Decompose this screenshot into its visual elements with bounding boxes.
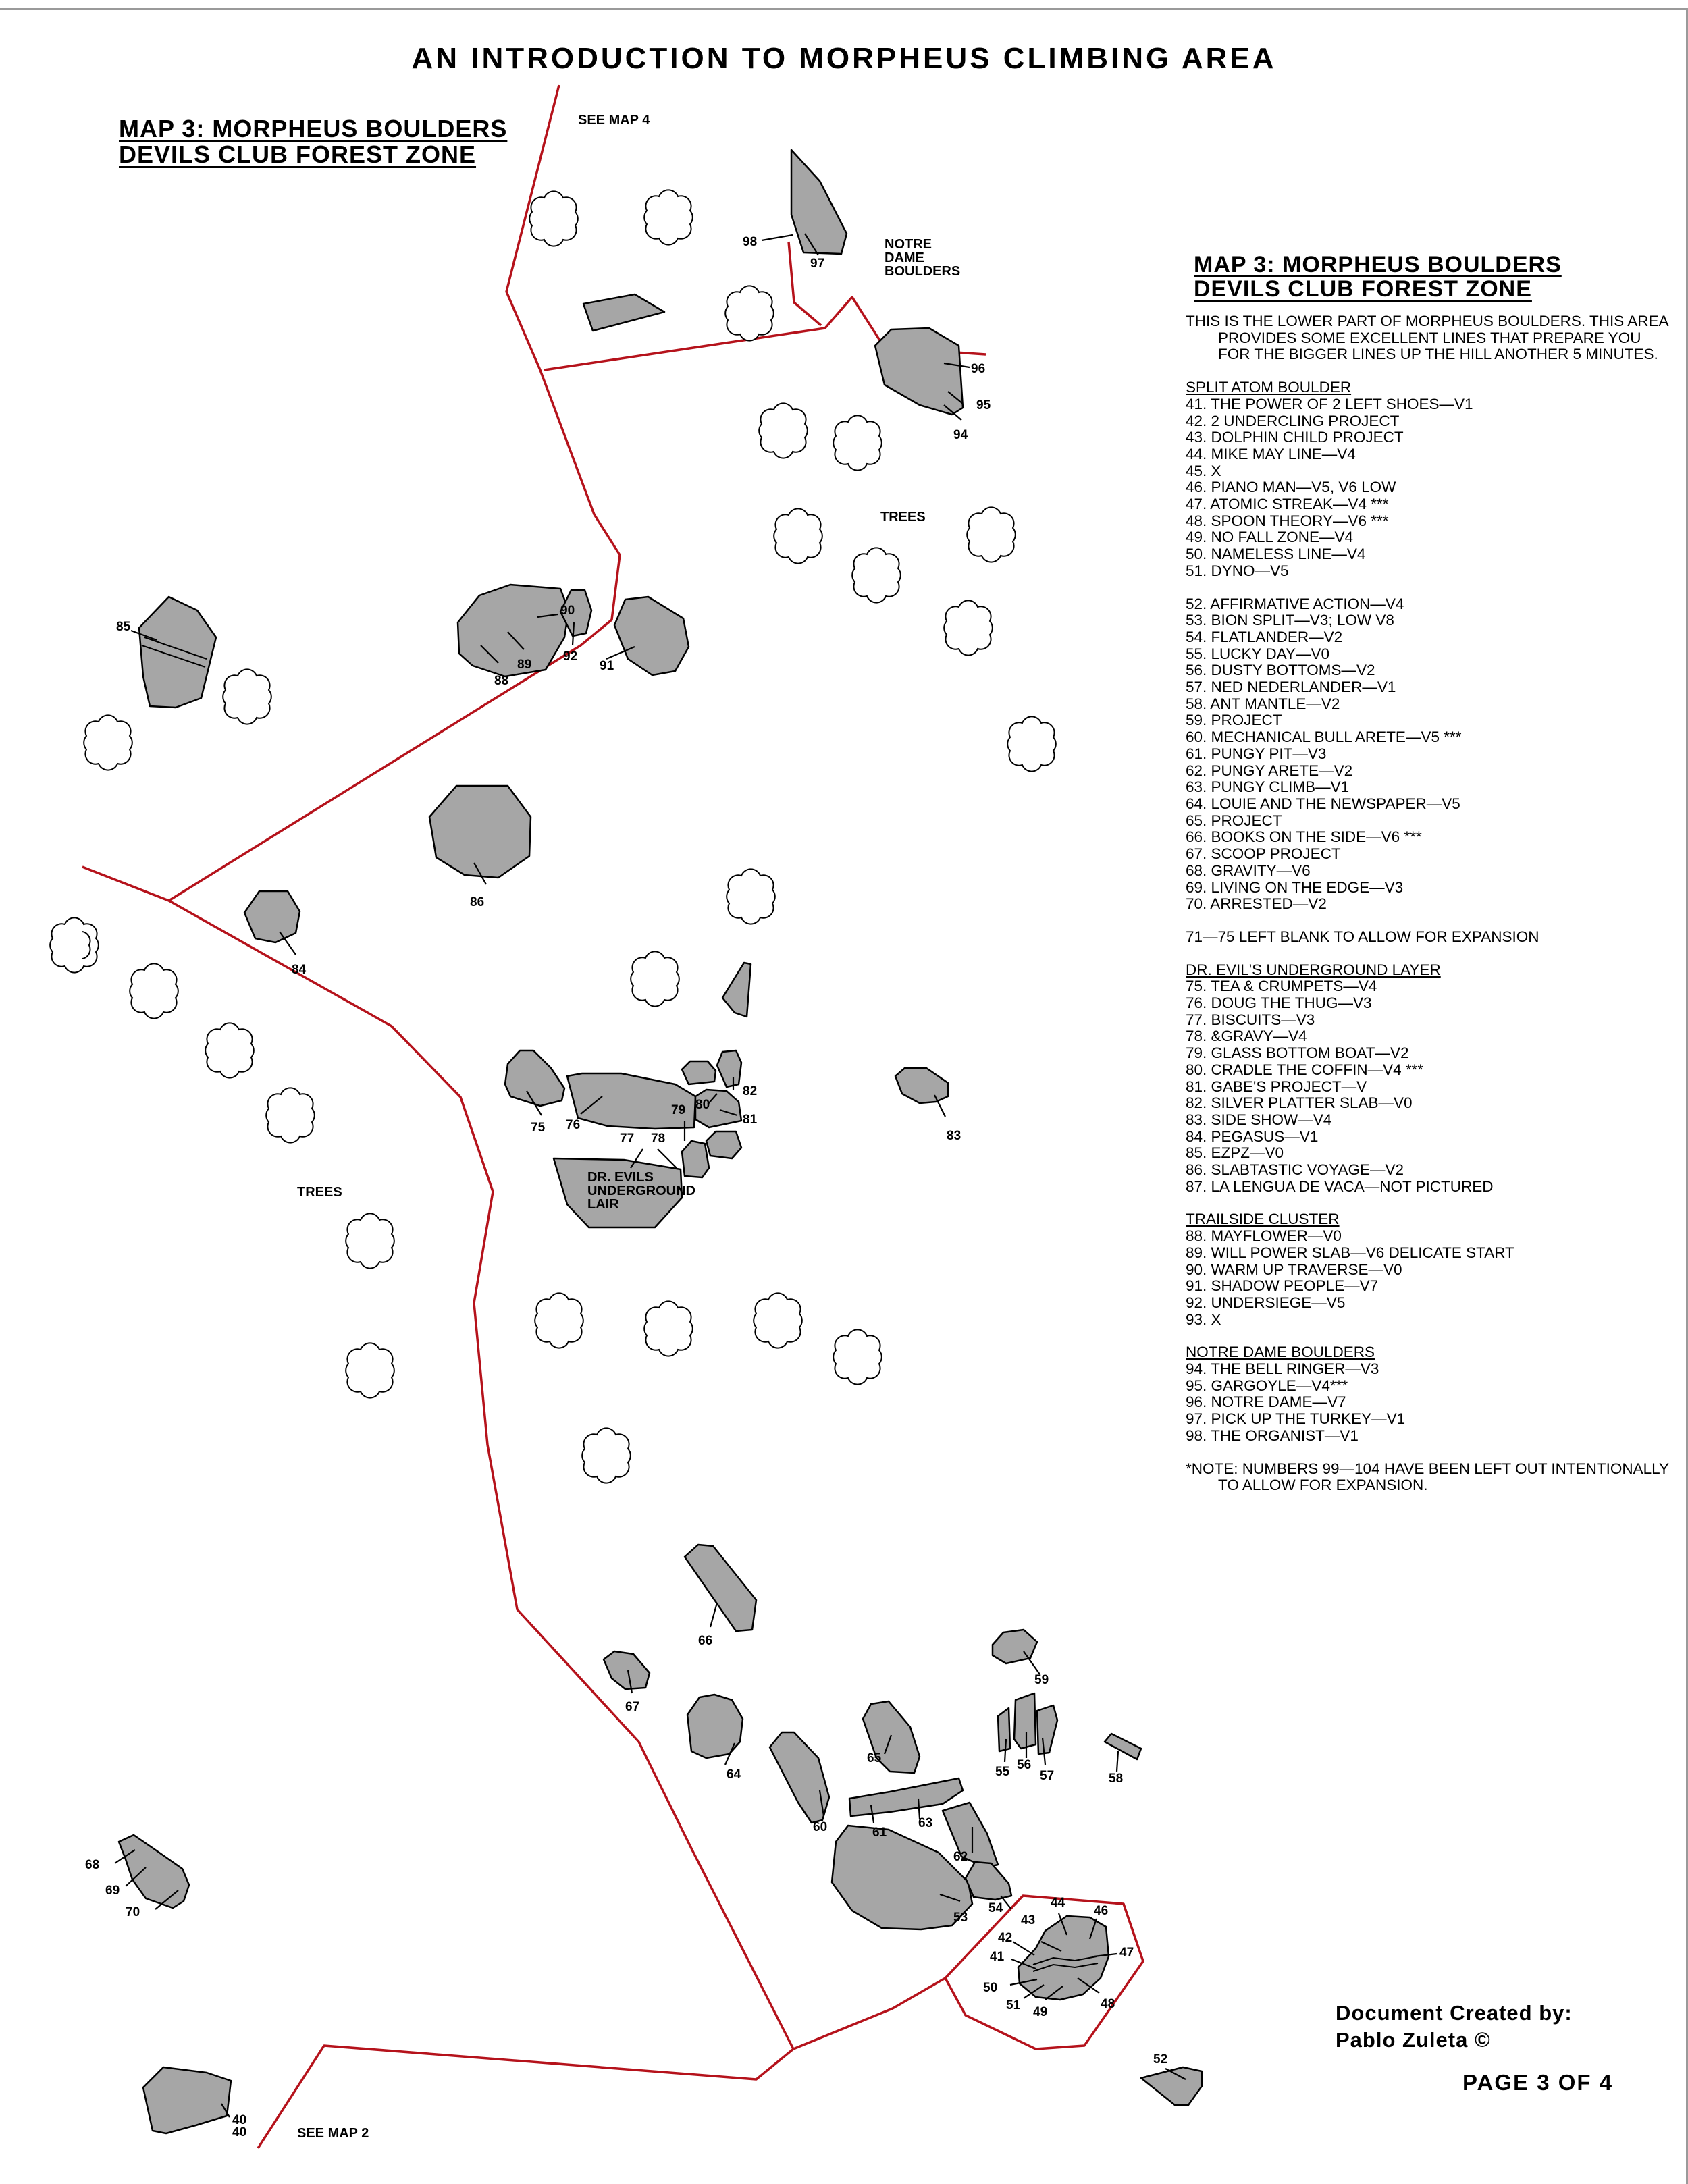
legend-item: 56. DUSTY BOTTOMS—V2 (1186, 662, 1375, 679)
legend-item: 83. SIDE SHOW—V4 (1186, 1111, 1332, 1128)
boulder-64-louie (687, 1695, 743, 1758)
problem-number-59: 59 (1034, 1673, 1049, 1687)
boulder-82-silver-platter (706, 1131, 741, 1158)
dr-evil-lair-label-1: DR. EVILS (587, 1170, 654, 1185)
boulder-57-ned-nederlander (1037, 1705, 1057, 1754)
boulder-notre-dame-main (875, 328, 963, 415)
boulder-59-project (993, 1630, 1037, 1663)
problem-number-81: 81 (743, 1113, 758, 1127)
legend-item: 80. CRADLE THE COFFIN—V4 *** (1186, 1061, 1424, 1078)
notre-dame-label-1: NOTRE (885, 237, 932, 252)
boulder-52-affirmative-action (1141, 2067, 1202, 2105)
problem-number-40a: 40 (232, 2113, 247, 2127)
problem-number-89: 89 (517, 658, 532, 672)
legend-item: 94. THE BELL RINGER—V3 (1186, 1360, 1379, 1378)
problem-number-67: 67 (625, 1700, 640, 1714)
arrow-66 (710, 1603, 717, 1627)
problem-number-91: 91 (600, 659, 614, 673)
legend-item: 59. PROJECT (1186, 712, 1282, 729)
legend-item: 61. PUNGY PIT—V3 (1186, 745, 1327, 762)
problem-number-88: 88 (494, 674, 509, 688)
tree-icon (833, 1329, 882, 1384)
problem-number-95: 95 (976, 398, 991, 412)
boulder-40 (143, 2067, 231, 2133)
legend-item: 81. GABE'S PROJECT—V (1186, 1077, 1367, 1095)
document-credit (1336, 2000, 1573, 2054)
legend-heading (1194, 252, 1672, 301)
problem-number-54: 54 (988, 1901, 1003, 1915)
trees-upper-label: TREES (880, 510, 926, 525)
problem-number-70: 70 (126, 1905, 140, 1919)
legend-item: 62. PUNGY ARETE—V2 (1186, 762, 1353, 779)
legend-list-group2 (1186, 596, 1672, 913)
trail-lower-branch (793, 1978, 945, 2049)
credit-line2: Pablo Zuleta © (1336, 2028, 1491, 2052)
legend-list-trailside (1186, 1228, 1672, 1328)
legend-item: 44. MIKE MAY LINE—V4 (1186, 445, 1356, 462)
boulder-79-glass-bottom (682, 1061, 716, 1084)
legend-item: 49. NO FALL ZONE—V4 (1186, 529, 1354, 546)
legend-item: 48. SPOON THEORY—V6 *** (1186, 512, 1389, 529)
tree-icon (223, 669, 271, 724)
boulder-91-shadow-people (614, 597, 689, 675)
legend-item: 46. PIANO MAN—V5, V6 LOW (1186, 479, 1396, 496)
legend-item: 64. LOUIE AND THE NEWSPAPER—V5 (1186, 795, 1460, 812)
problem-number-53: 53 (953, 1911, 968, 1925)
boulder-85-ezpz (139, 597, 216, 708)
boulder-notre-dame-organist (791, 150, 847, 254)
arrow-58 (1117, 1751, 1118, 1772)
problem-number-75: 75 (531, 1121, 546, 1135)
problem-number-94: 94 (953, 428, 968, 442)
problem-number-98: 98 (743, 235, 758, 249)
page-number: PAGE 3 OF 4 (1462, 2070, 1614, 2095)
legend-item: 85. EZPZ—V0 (1186, 1144, 1284, 1162)
legend-item: 91. SHADOW PEOPLE—V7 (1186, 1277, 1379, 1295)
legend-item: 77. BISCUITS—V3 (1186, 1011, 1315, 1028)
boulder-76-doug-the-thug (567, 1073, 695, 1129)
legend-item: 88. MAYFLOWER—V0 (1186, 1227, 1342, 1245)
tree-icon (535, 1293, 583, 1348)
tree-icon (631, 951, 679, 1006)
legend-item: 96. NOTRE DAME—V7 (1186, 1393, 1346, 1411)
problem-number-49: 49 (1033, 2005, 1048, 2019)
legend-section-dr-evil: DR. EVIL'S UNDERGROUND LAYER (1186, 961, 1441, 978)
boulder-58-ant-mantle (1105, 1734, 1141, 1759)
tree-icon (205, 1023, 254, 1077)
legend-item: 41. THE POWER OF 2 LEFT SHOES—V1 (1186, 395, 1473, 412)
legend-list-split-atom (1186, 396, 1672, 580)
tree-icon (644, 190, 693, 244)
problem-number-55: 55 (995, 1765, 1010, 1779)
legend-item: 90. WARM UP TRAVERSE—V0 (1186, 1260, 1402, 1278)
legend-item: 52. AFFIRMATIVE ACTION—V4 (1186, 595, 1404, 612)
problem-number-52: 52 (1153, 2052, 1168, 2067)
tree-icon (50, 917, 99, 972)
tree-icon (725, 286, 774, 340)
tree-icon (84, 715, 132, 770)
trees-left-label: TREES (297, 1185, 342, 1200)
tree-icon (582, 1428, 631, 1483)
problem-number-56: 56 (1017, 1758, 1032, 1772)
problem-number-85: 85 (116, 620, 131, 634)
legend-section-split-atom: SPLIT ATOM BOULDER (1186, 379, 1352, 396)
problem-number-58: 58 (1109, 1772, 1124, 1786)
tree-icon (852, 548, 901, 602)
trail-notre-dame-spur (789, 242, 821, 325)
boulder-55-lucky-day (998, 1708, 1010, 1751)
legend-item: 57. NED NEDERLANDER—V1 (1186, 678, 1396, 696)
boulder-62-pungy-arete (943, 1803, 998, 1867)
problem-number-60: 60 (813, 1820, 828, 1834)
problem-number-92: 92 (563, 649, 578, 664)
problem-number-57: 57 (1040, 1769, 1055, 1783)
legend-panel (1186, 252, 1672, 1494)
boulder-60-mechanical-bull (770, 1732, 829, 1823)
notre-dame-label-2: DAME (885, 250, 924, 265)
problem-number-82: 82 (743, 1084, 758, 1098)
legend-section-trailside: TRAILSIDE CLUSTER (1186, 1210, 1340, 1228)
legend-item: 54. FLATLANDER—V2 (1186, 628, 1343, 645)
tree-icon (833, 415, 882, 470)
problem-number-69: 69 (105, 1884, 120, 1898)
problem-number-77: 77 (620, 1131, 635, 1146)
legend-item: 76. DOUG THE THUG—V3 (1186, 994, 1372, 1012)
problem-number-96: 96 (971, 362, 986, 376)
legend-item: 50. NAMELESS LINE—V4 (1186, 545, 1366, 563)
see-map-4-label: SEE MAP 4 (578, 113, 650, 128)
dr-evil-lair-label-3: LAIR (587, 1197, 619, 1212)
legend-item: 63. PUNGY CLIMB—V1 (1186, 778, 1350, 796)
legend-item: 67. SCOOP PROJECT (1186, 845, 1341, 863)
tree-icon (774, 508, 822, 563)
legend-item: 55. LUCKY DAY—V0 (1186, 645, 1330, 662)
legend-item: 42. 2 UNDERCLING PROJECT (1186, 412, 1400, 429)
boulder-53-bion-split (832, 1826, 972, 1929)
problem-number-83: 83 (947, 1129, 961, 1143)
problem-number-44: 44 (1051, 1896, 1065, 1910)
legend-item: 86. SLABTASTIC VOYAGE—V2 (1186, 1161, 1404, 1179)
tree-icon (644, 1301, 693, 1356)
legend-item: 78. &GRAVY—V4 (1186, 1028, 1307, 1045)
legend-heading-line1: MAP 3: MORPHEUS BOULDERS (1194, 252, 1562, 277)
boulder-68-70 (119, 1835, 189, 1908)
problem-number-80: 80 (695, 1098, 710, 1112)
legend-item: 58. ANT MANTLE—V2 (1186, 695, 1340, 712)
legend-item: 97. PICK UP THE TURKEY—V1 (1186, 1410, 1406, 1428)
legend-list-notre-dame (1186, 1361, 1672, 1445)
legend-item: 70. ARRESTED—V2 (1186, 895, 1327, 913)
legend-item: 92. UNDERSIEGE—V5 (1186, 1294, 1346, 1311)
dr-evil-lair-label-2: UNDERGROUND (587, 1183, 695, 1198)
legend-heading-line2: DEVILS CLUB FOREST ZONE (1194, 276, 1532, 302)
tree-icon (754, 1293, 802, 1348)
problem-number-43: 43 (1021, 1913, 1036, 1927)
legend-item: 69. LIVING ON THE EDGE—V3 (1186, 878, 1404, 896)
problem-number-78: 78 (651, 1131, 666, 1146)
legend-item: 65. PROJECT (1186, 811, 1282, 829)
tree-icon (266, 1088, 315, 1142)
boulder-notre-dame-flat (583, 294, 664, 331)
notre-dame-label-3: BOULDERS (885, 264, 961, 279)
credit-line1: Document Created by: (1336, 2001, 1573, 2025)
problem-number-86: 86 (470, 895, 485, 909)
problem-number-76: 76 (566, 1118, 581, 1132)
boulder-80-cradle-coffin (717, 1050, 741, 1087)
problem-number-63: 63 (918, 1816, 933, 1830)
problem-number-64: 64 (727, 1767, 741, 1782)
problem-number-40: 40 (232, 2125, 247, 2139)
legend-item: 47. ATOMIC STREAK—V4 *** (1186, 496, 1389, 513)
problem-number-79: 79 (671, 1103, 686, 1117)
legend-item: 95. GARGOYLE—V4*** (1186, 1377, 1348, 1394)
legend-item: 60. MECHANICAL BULL ARETE—V5 *** (1186, 728, 1462, 746)
problem-number-84: 84 (292, 963, 307, 977)
problem-number-68: 68 (85, 1858, 100, 1872)
problem-number-90: 90 (560, 604, 575, 618)
boulder-86-slabtastic (429, 786, 531, 878)
boulder-detail-lines (142, 637, 1098, 1971)
boulder-split-atom (1018, 1916, 1109, 2000)
tree-icon (967, 507, 1016, 562)
boulder-75-tea-crumpets (505, 1050, 564, 1106)
boulder-56-dusty-bottoms (1014, 1693, 1036, 1749)
boulder-78-gravy (682, 1141, 709, 1177)
legend-note: *NOTE: NUMBERS 99—104 HAVE BEEN LEFT OUT INTENTIONALLY TO ALLOW FOR EXPANSION. (1186, 1460, 1669, 1494)
legend-item: 89. WILL POWER SLAB—V6 DELICATE START (1186, 1244, 1514, 1261)
legend-item: 51. DYNO—V5 (1186, 562, 1289, 579)
tree-icon (944, 600, 993, 655)
map-heading-line1: MAP 3: MORPHEUS BOULDERS (119, 115, 508, 142)
boulder-54-flatlander (966, 1862, 1011, 1900)
legend-item: 87. LA LENGUA DE VACA—NOT PICTURED (1186, 1177, 1494, 1195)
legend-item: 68. GRAVITY—V6 (1186, 861, 1311, 879)
legend-item: 53. BION SPLIT—V3; LOW V8 (1186, 612, 1394, 629)
problem-number-42: 42 (998, 1931, 1013, 1945)
boulder-83-side-show (895, 1068, 948, 1103)
boulder-small-tooth (722, 963, 751, 1017)
tree-icon (346, 1343, 394, 1397)
legend-item: 75. TEA & CRUMPETS—V4 (1186, 978, 1377, 995)
arrow-98 (762, 235, 793, 240)
legend-blank-note: 71—75 LEFT BLANK TO ALLOW FOR EXPANSION (1186, 928, 1539, 945)
legend-item: 84. PEGASUS—V1 (1186, 1127, 1319, 1145)
legend-item: 82. SILVER PLATTER SLAB—V0 (1186, 1094, 1413, 1112)
legend-section-notre-dame: NOTRE DAME BOULDERS (1186, 1343, 1375, 1361)
arrow-42 (1013, 1942, 1034, 1955)
boulder-67-scoop (604, 1651, 650, 1689)
legend-item: 66. BOOKS ON THE SIDE—V6 *** (1186, 828, 1422, 846)
legend-item: 43. DOLPHIN CHILD PROJECT (1186, 429, 1404, 446)
tree-icon (727, 869, 775, 924)
problem-number-50: 50 (983, 1981, 998, 1995)
problem-number-62: 62 (953, 1850, 968, 1864)
map-heading-line2: DEVILS CLUB FOREST ZONE (119, 140, 477, 168)
problem-number-47: 47 (1119, 1946, 1134, 1960)
boulder-84-pegasus (244, 891, 300, 942)
problem-number-66: 66 (698, 1634, 713, 1648)
legend-intro: THIS IS THE LOWER PART OF MORPHEUS BOULDERS. THIS AREA PROVIDES SOME EXCELLENT LINES THAT PREPARE YOU FOR THE BIGGER LINES UP THE HILL ANOTHER 5 MINUTES. (1186, 313, 1668, 363)
tree-icon (130, 963, 178, 1018)
tree-icon (1007, 716, 1056, 771)
problem-number-61: 61 (872, 1826, 887, 1840)
problem-number-41: 41 (990, 1950, 1005, 1964)
problem-number-51: 51 (1006, 1998, 1021, 2013)
tree-icon (529, 191, 578, 246)
see-map-2-label: SEE MAP 2 (297, 2126, 369, 2141)
legend-list-dr-evil (1186, 978, 1672, 1195)
problem-number-46: 46 (1094, 1904, 1109, 1918)
legend-item: 98. THE ORGANIST—V1 (1186, 1427, 1359, 1444)
tree-icon (759, 403, 808, 458)
page-title: AN INTRODUCTION TO MORPHEUS CLIMBING AREA (411, 42, 1277, 75)
problem-number-97: 97 (810, 257, 825, 271)
legend-item: 45. X (1186, 462, 1221, 479)
legend-item: 93. X (1186, 1310, 1221, 1328)
tree-icon (346, 1213, 394, 1268)
problem-number-48: 48 (1101, 1997, 1115, 2011)
legend-item: 79. GLASS BOTTOM BOAT—V2 (1186, 1044, 1409, 1062)
problem-number-65: 65 (867, 1751, 882, 1765)
boulder-66-books-side (685, 1545, 756, 1631)
